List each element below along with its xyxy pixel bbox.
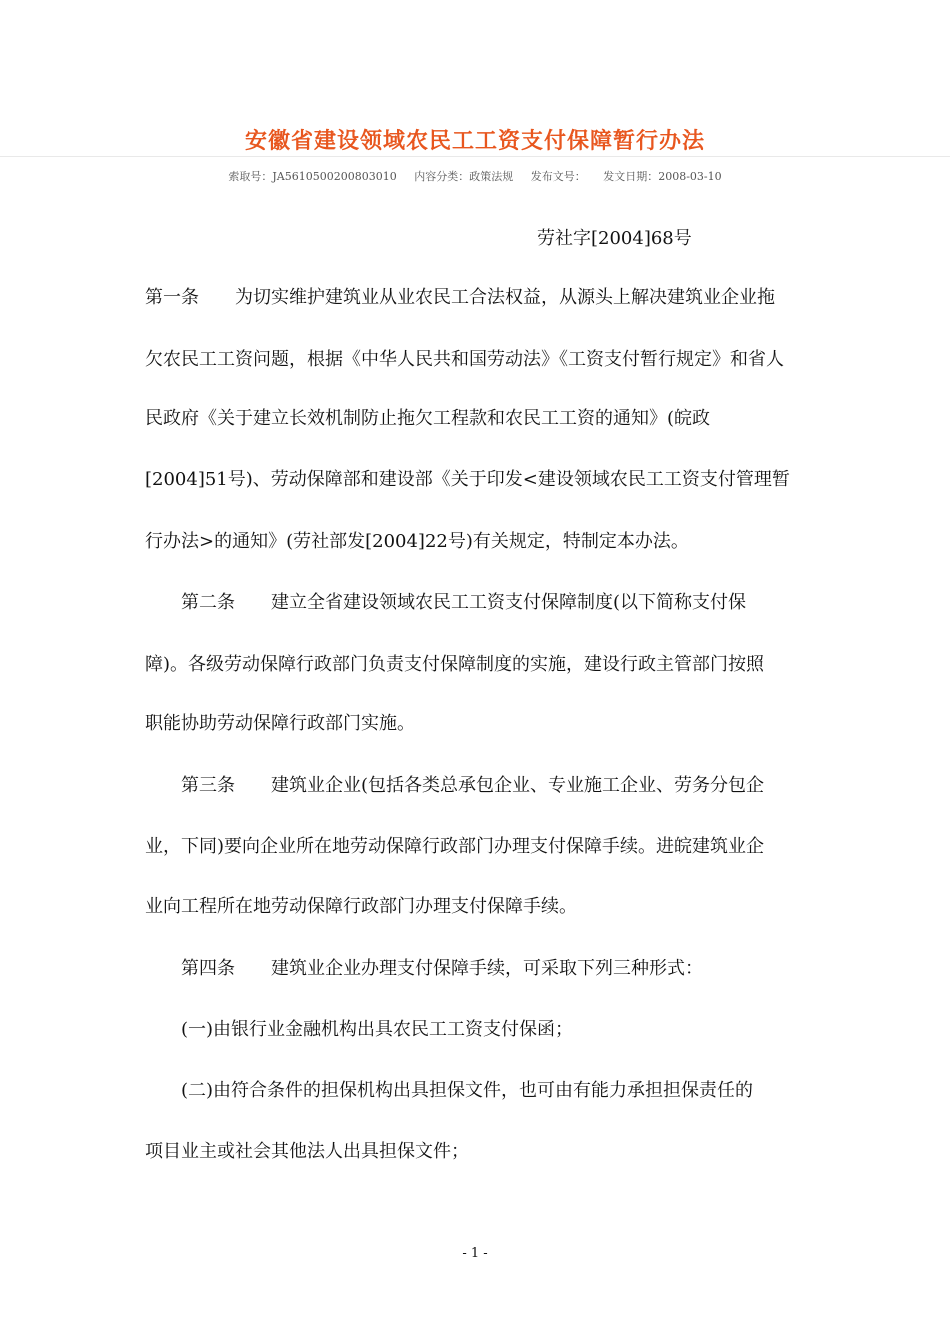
body-line: 第四条 建筑业企业办理支付保障手续，可采取下列三种形式： [145, 958, 703, 979]
body-line: 业向工程所在地劳动保障行政部门办理支付保障手续。 [145, 896, 577, 917]
document-title: 安徽省建设领域农民工工资支付保障暂行办法 [244, 129, 705, 154]
meta-doc-no: 发布文号： [530, 170, 586, 183]
body-line: [2004]51号)、劳动保障部和建设部《关于印发<建设领域农民工工资支付管理暂 [145, 469, 790, 490]
body-line: 民政府《关于建立长效机制防止拖欠工程款和农民工工资的通知》(皖政 [145, 408, 711, 429]
document-meta [0, 168, 950, 184]
body-line: 第三条 建筑业企业(包括各类总承包企业、专业施工企业、劳务分包企 [145, 775, 765, 796]
body-line: 行办法>的通知》(劳社部发[2004]22号)有关规定，特制定本办法。 [145, 531, 689, 552]
meta-category: 内容分类：政策法规 [414, 170, 514, 183]
body-line: 项目业主或社会其他法人出具担保文件； [145, 1141, 469, 1162]
document-number: 劳社字[2004]68号 [537, 228, 692, 249]
body-line: 职能协助劳动保障行政部门实施。 [145, 713, 415, 734]
body-line: (二)由符合条件的担保机构出具担保文件，也可由有能力承担担保责任的 [145, 1080, 754, 1101]
body-line: (一)由银行业金融机构出具农民工工资支付保函； [145, 1019, 574, 1040]
meta-date: 发文日期：2008-03-10 [603, 170, 722, 183]
body-line: 障)。各级劳动保障行政部门负责支付保障制度的实施，建设行政主管部门按照 [145, 654, 765, 675]
body-line: 第一条 为切实维护建筑业从业农民工合法权益，从源头上解决建筑业企业拖 [145, 287, 775, 308]
title-divider [0, 156, 950, 157]
meta-index-no: 索取号：JA5610500200803010 [228, 170, 397, 183]
body-line: 第二条 建立全省建设领域农民工工资支付保障制度(以下简称支付保 [145, 592, 747, 613]
body-line: 欠农民工工资问题，根据《中华人民共和国劳动法》《工资支付暂行规定》和省人 [145, 349, 784, 370]
body-line: 业，下同)要向企业所在地劳动保障行政部门办理支付保障手续。进皖建筑业企 [145, 836, 765, 857]
page-number: - 1 - [462, 1246, 488, 1261]
